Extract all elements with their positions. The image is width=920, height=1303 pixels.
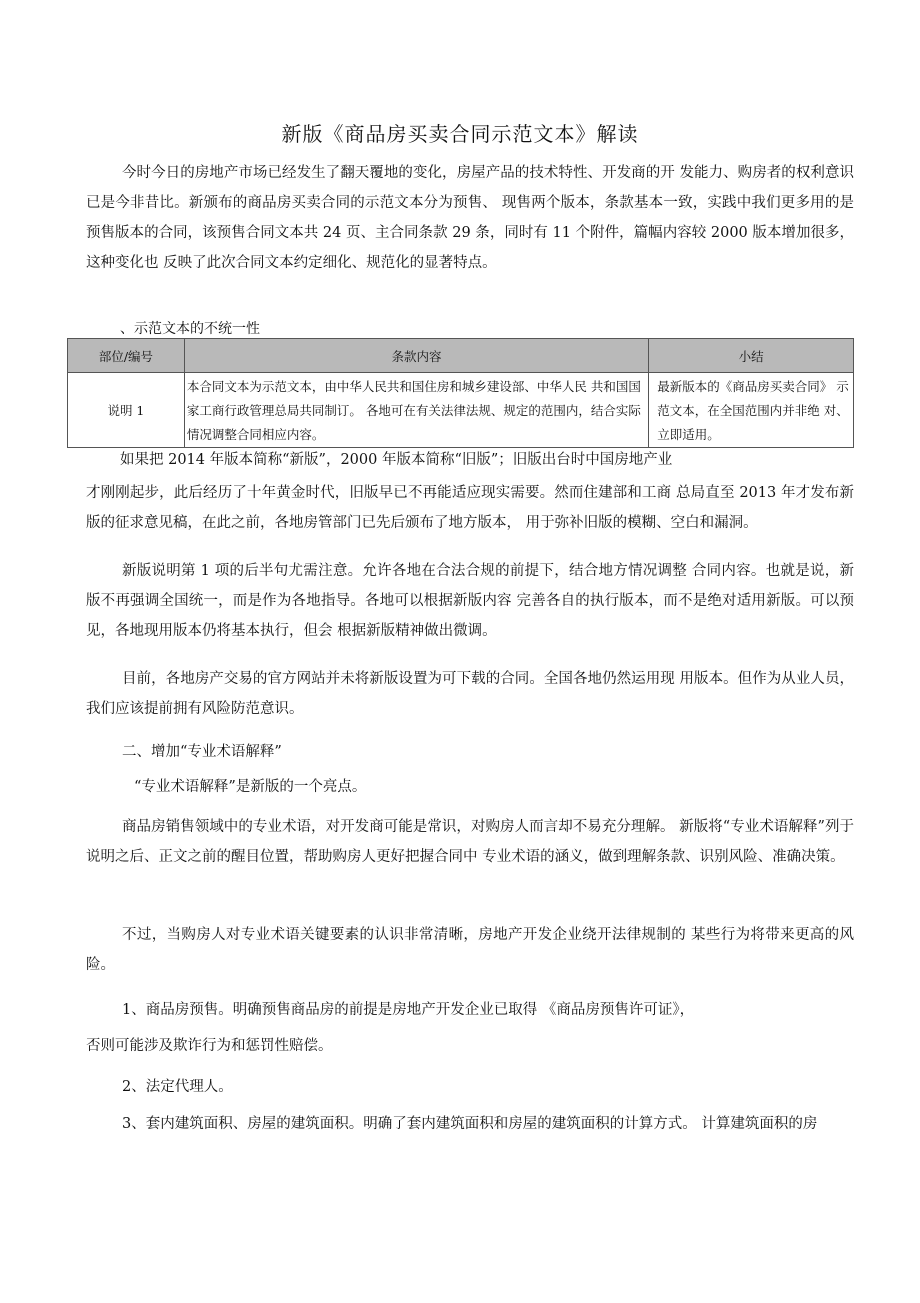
item-1-line1: 1、商品房预售。明确预售商品房的前提是房地产开发企业已取得 《商品房预售许可证》，: [122, 1002, 695, 1018]
item-2: 2、法定代理人。: [122, 1079, 233, 1095]
item-3: 3、套内建筑面积、房屋的建筑面积。明确了套内建筑面积和房屋的建筑面积的计算方式。 计算建筑面积的房: [122, 1116, 818, 1132]
page-title: 新版《商品房买卖合同示范文本》解读: [281, 122, 639, 146]
table-header-id: 部位/编号: [68, 339, 185, 373]
section-2-heading: 二、增加“专业术语解释”: [122, 744, 282, 760]
spec-table: [67, 338, 854, 448]
intro-paragraph: 今时今日的房地产市场已经发生了翻天覆地的变化，房屋产品的技术特性、开发商的开 发能力、购房者的权利意识已是今非昔比。新颁布的商品房买卖合同的示范文本分为预售、 现售两个版本，条款基本一致，实践中我们更多用的是预售版本的合同，该预售合同文本共 24 页、主合同条款 29 条，同时有 11 个附件，篇幅内容较 2000 版本增加很多，这种变化也 反映了此次合同文本约定细化、规范化的显著特点。: [86, 165, 854, 271]
table-row: [68, 373, 854, 448]
para-terms: 商品房销售领域中的专业术语，对开发商可能是常识，对购房人而言却不易充分理解。 新版将“专业术语解释”列于说明之后、正文之前的醒目位置，帮助购房人更好把握合同中 专业术语的涵义，做到理解条款、识别风险、准确决策。: [86, 819, 854, 865]
section-1-heading: 、示范文本的不统一性: [120, 321, 260, 337]
para-versions-line1: 如果把 2014 年版本简称“新版”，2000 年版本简称“旧版”；旧版出台时中国房地产业: [120, 452, 673, 468]
para-however: 不过，当购房人对专业术语关键要素的认识非常清晰，房地产开发企业绕开法律规制的 某些行为将带来更高的风险。: [86, 927, 854, 973]
table-cell-summary: 最新版本的《商品房买卖合同》 示范文本，在全国范围内并非绝 对、立即适用。: [649, 373, 854, 448]
item-1-line2: 否则可能涉及欺诈行为和惩罚性赔偿。: [86, 1038, 333, 1054]
para-highlight: “专业术语解释”是新版的一个亮点。: [134, 779, 367, 795]
table-cell-clause: 本合同文本为示范文本，由中华人民共和国住房和城乡建设部、中华人民 共和国国家工商行政管理总局共同制订。 各地可在有关法律法规、规定的范围内，结合实际情况调整合同相应内容。: [184, 373, 648, 448]
table-cell-id: 说明 1: [68, 373, 185, 448]
table-header-clause: 条款内容: [184, 339, 648, 373]
para-current: 目前，各地房产交易的官方网站并未将新版设置为可下载的合同。全国各地仍然运用现 用版本。但作为从业人员，我们应该提前拥有风险防范意识。: [86, 671, 854, 717]
table-header-row: [68, 339, 854, 373]
para-versions-rest: 才刚刚起步，此后经历了十年黄金时代，旧版早已不再能适应现实需要。然而住建部和工商 总局直至 2013 年才发布新版的征求意见稿，在此之前，各地房管部门已先后颁布了地方版本， 用于弥补旧版的模糊、空白和漏洞。: [86, 485, 854, 531]
table-header-summary: 小结: [649, 339, 854, 373]
para-explain: 新版说明第 1 项的后半句尤需注意。允许各地在合法合规的前提下，结合地方情况调整 合同内容。也就是说，新版不再强调全国统一，而是作为各地指导。各地可以根据新版内容 完善各自的执行版本，而不是绝对适用新版。可以预见，各地现用版本仍将基本执行，但会 根据新版精神做出微调。: [86, 563, 854, 639]
